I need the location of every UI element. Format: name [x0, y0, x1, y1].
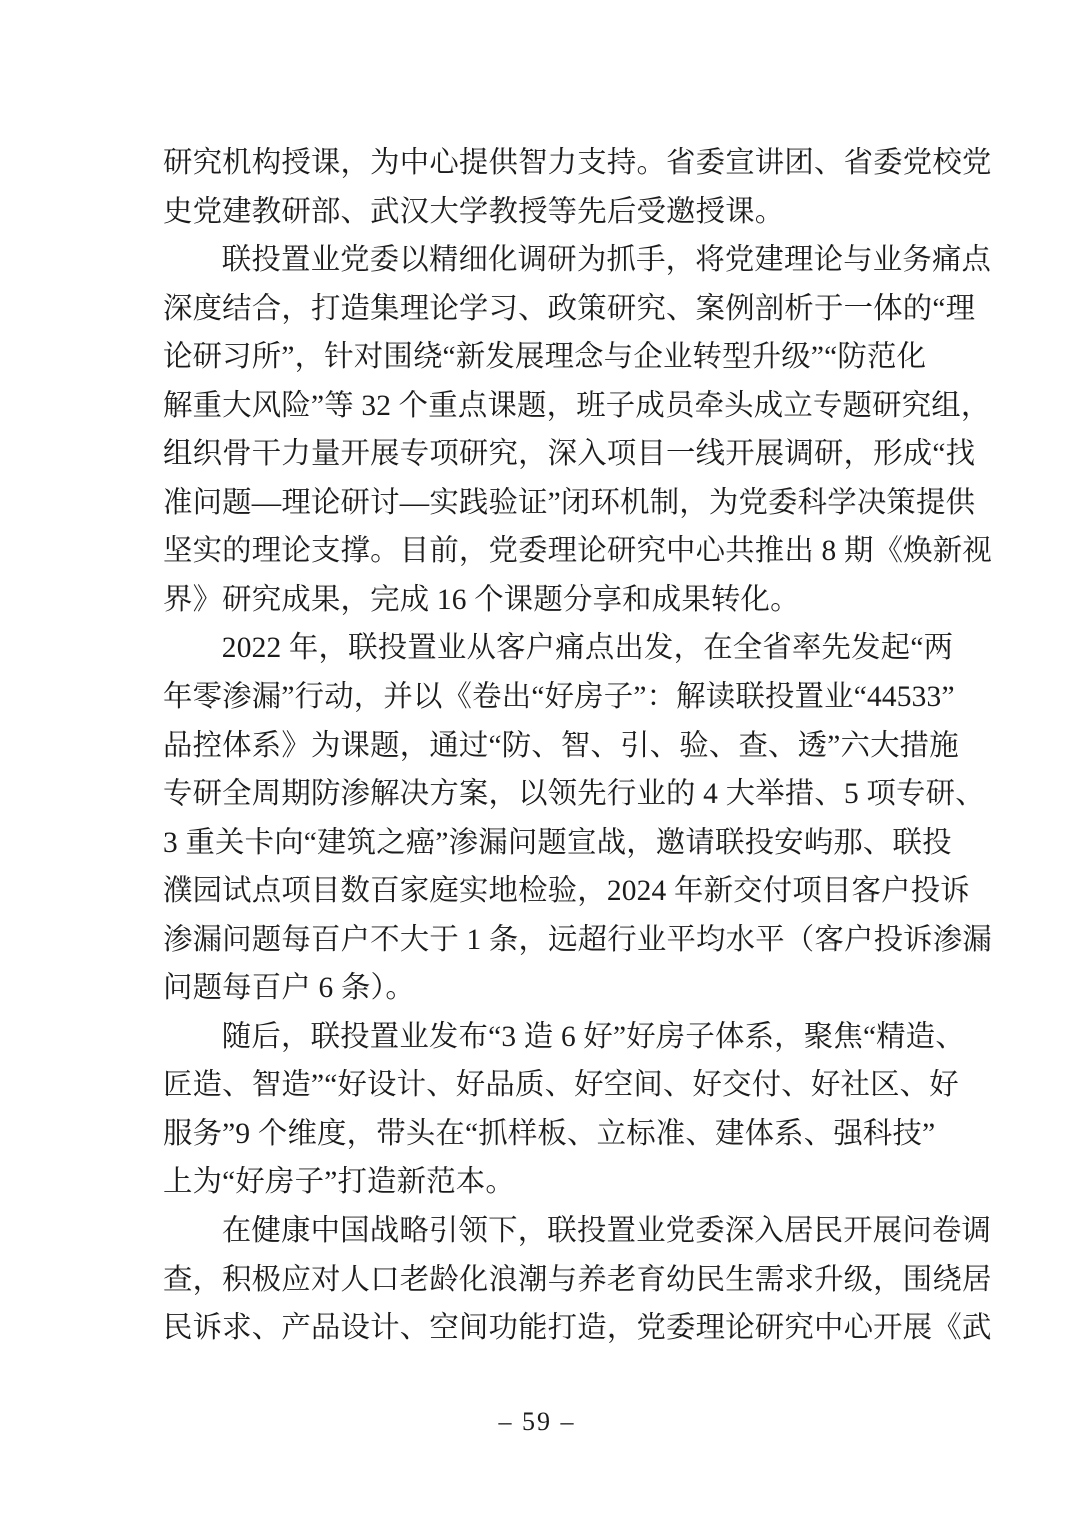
page-number: – 59 – [498, 1407, 576, 1436]
text-line: 史党建教研部、武汉大学教授等先后受邀授课。 [163, 195, 785, 228]
text-line: 品控体系》为课题，通过“防、智、引、验、查、透”六大措施 [163, 729, 959, 762]
text-line: 坚实的理论支撑。目前，党委理论研究中心共推出 8 期《焕新视 [163, 535, 992, 568]
text-line: 解重大风险”等 32 个重点课题，班子成员牵头成立专题研究组， [163, 389, 991, 422]
text-line: 民诉求、产品设计、空间功能打造，党委理论研究中心开展《武 [163, 1312, 992, 1345]
text-line: 3 重关卡向“建筑之癌”渗漏问题宣战，邀请联投安屿那、联投 [163, 826, 952, 859]
document-body [163, 139, 992, 1353]
text-line: 在健康中国战略引领下，联投置业党委深入居民开展问卷调 [221, 1215, 992, 1248]
text-line: 论研习所”，针对围绕“新发展理念与企业转型升级”“防范化 [163, 341, 927, 374]
text-line: 年零渗漏”行动，并以《卷出“好房子”：解读联投置业“44533” [163, 681, 955, 714]
text-line: 服务”9 个维度，带头在“抓样板、立标准、建体系、强科技” [163, 1117, 936, 1150]
text-line: 渗漏问题每百户不大于 1 条，远超行业平均水平（客户投诉渗漏 [163, 923, 992, 956]
text-line: 2022 年，联投置业从客户痛点出发，在全省率先发起“两 [221, 632, 954, 665]
text-line: 界》研究成果，完成 16 个课题分享和成果转化。 [163, 583, 800, 616]
text-line: 匠造、智造”“好设计、好品质、好空间、好交付、好社区、好 [163, 1069, 959, 1102]
text-line: 问题每百户 6 条）。 [163, 972, 416, 1005]
text-line: 随后，联投置业发布“3 造 6 好”好房子体系，聚焦“精造、 [221, 1020, 965, 1053]
text-line: 濮园试点项目数百家庭实地检验，2024 年新交付项目客户投诉 [163, 875, 970, 908]
text-line: 准问题—理论研讨—实践验证”闭环机制，为党委科学决策提供 [163, 486, 976, 519]
text-line: 研究机构授课，为中心提供智力支持。省委宣讲团、省委党校党 [163, 147, 992, 179]
text-line: 组织骨干力量开展专项研究，深入项目一线开展调研，形成“找 [163, 438, 976, 471]
text-line: 深度结合，打造集理论学习、政策研究、案例剖析于一体的“理 [163, 292, 976, 325]
text-line: 查，积极应对人口老龄化浪潮与养老育幼民生需求升级，围绕居 [163, 1263, 992, 1296]
text-line: 上为“好房子”打造新范本。 [163, 1166, 515, 1199]
text-line: 专研全周期防渗解决方案，以领先行业的 4 大举措、5 项专研、 [163, 778, 985, 811]
text-line: 联投置业党委以精细化调研为抓手，将党建理论与业务痛点 [221, 244, 992, 277]
